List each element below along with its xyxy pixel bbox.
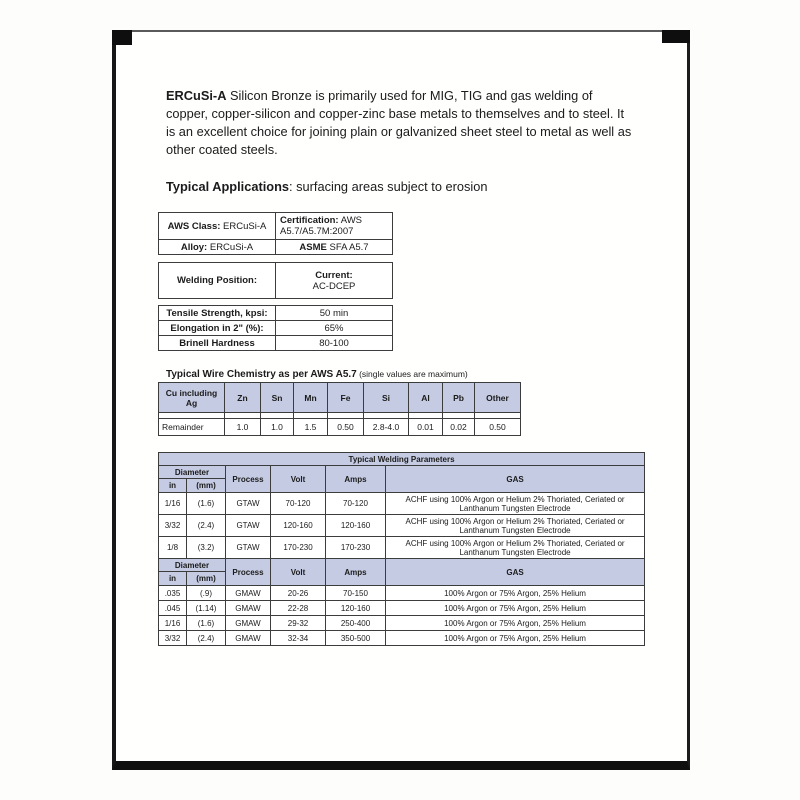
chem-header-cell: Cu including Ag xyxy=(159,383,225,413)
volt-cell: 120-160 xyxy=(271,515,326,537)
process-cell: GTAW xyxy=(226,537,271,559)
diameter-mm-cell: (2.4) xyxy=(187,631,226,646)
chem-header-cell: Mn xyxy=(294,383,328,413)
gas-cell: ACHF using 100% Argon or Helium 2% Thoriated, Ceriated or Lanthanum Tungsten Electrode xyxy=(386,515,645,537)
amps-cell: 120-160 xyxy=(326,515,386,537)
amps-cell: 250-400 xyxy=(326,616,386,631)
gas-header: GAS xyxy=(386,466,645,493)
process-cell: GMAW xyxy=(226,601,271,616)
diameter-mm-cell: (1.14) xyxy=(187,601,226,616)
diameter-in-cell: .045 xyxy=(159,601,187,616)
amps-cell: 350-500 xyxy=(326,631,386,646)
amps-cell: 170-230 xyxy=(326,537,386,559)
aws-class-cell xyxy=(159,213,276,240)
volt-cell: 29-32 xyxy=(271,616,326,631)
chem-value-cell: Remainder xyxy=(159,419,225,436)
amps-header: Amps xyxy=(326,466,386,493)
table-row xyxy=(159,631,645,646)
process-header: Process xyxy=(226,559,271,586)
current-label: Current: xyxy=(315,269,353,281)
applications-line xyxy=(166,179,634,194)
scan-corner-mark-right xyxy=(662,30,690,43)
volt-cell: 70-120 xyxy=(271,493,326,515)
process-cell: GMAW xyxy=(226,631,271,646)
chem-header-cell: Zn xyxy=(225,383,261,413)
gas-cell: 100% Argon or 75% Argon, 25% Helium xyxy=(386,616,645,631)
diameter-header: Diameter xyxy=(159,466,226,479)
current-value: AC-DCEP xyxy=(312,280,356,292)
chem-value-cell: 1.0 xyxy=(261,419,294,436)
scanned-page xyxy=(112,30,690,770)
chemistry-header-row xyxy=(159,383,521,413)
position-current-table xyxy=(158,262,393,299)
table-row xyxy=(159,601,645,616)
table-row xyxy=(159,240,393,255)
diameter-in-cell: 1/16 xyxy=(159,493,187,515)
chemistry-table xyxy=(158,382,521,436)
table-row xyxy=(159,336,393,351)
volt-header: Volt xyxy=(271,466,326,493)
chem-header-cell: Sn xyxy=(261,383,294,413)
table-row xyxy=(159,586,645,601)
diameter-mm-cell: (3.2) xyxy=(187,537,226,559)
chemistry-title-text: Typical Wire Chemistry as per AWS A5.7 xyxy=(166,369,357,380)
welding-position-label: Welding Position: xyxy=(176,275,258,286)
intro-paragraph xyxy=(166,87,634,159)
gas-cell: 100% Argon or 75% Argon, 25% Helium xyxy=(386,631,645,646)
chem-header-cell: Other xyxy=(475,383,521,413)
chem-value-cell: 0.02 xyxy=(443,419,475,436)
hardness-label: Brinell Hardness xyxy=(159,336,276,351)
chemistry-values-row xyxy=(159,419,521,436)
hardness-value: 80-100 xyxy=(276,336,393,351)
diameter-mm-cell: (1.6) xyxy=(187,493,226,515)
asme-cell xyxy=(276,240,393,255)
volt-cell: 32-34 xyxy=(271,631,326,646)
intro-text: Silicon Bronze is primarily used for MIG, TIG and gas welding of copper, copper-silicon and copper-zinc base metals to themselves and to steel. It is an excellent choice for joining plain or galvanized sheet steel to metal as well as other coated steels. xyxy=(166,88,632,157)
chem-value-cell: 2.8-4.0 xyxy=(364,419,409,436)
diameter-in-cell: 1/8 xyxy=(159,537,187,559)
mechanical-properties-table xyxy=(158,305,393,351)
tensile-value: 50 min xyxy=(276,306,393,321)
diameter-in-cell: 3/32 xyxy=(159,515,187,537)
gas-header: GAS xyxy=(386,559,645,586)
certification-cell xyxy=(276,213,393,240)
amps-cell: 70-150 xyxy=(326,586,386,601)
alloy-label: Alloy: xyxy=(180,241,208,253)
aws-class-value: ERCuSi-A xyxy=(220,220,267,232)
tensile-label: Tensile Strength, kpsi: xyxy=(159,306,276,321)
aws-class-label: AWS Class: xyxy=(167,220,221,232)
chemistry-title xyxy=(166,369,468,380)
chemistry-title-note: (single values are maximum) xyxy=(356,369,468,379)
diameter-header: Diameter xyxy=(159,559,226,572)
applications-text: : surfacing areas subject to erosion xyxy=(289,179,488,194)
mm-header: (mm) xyxy=(187,479,226,493)
in-header: in xyxy=(159,479,187,493)
asme-label: ASME xyxy=(299,241,327,253)
diameter-in-cell: .035 xyxy=(159,586,187,601)
volt-header: Volt xyxy=(271,559,326,586)
welding-parameters-table xyxy=(158,452,645,646)
amps-header: Amps xyxy=(326,559,386,586)
gmaw-header-row xyxy=(159,559,645,572)
process-cell: GMAW xyxy=(226,586,271,601)
diameter-mm-cell: (1.6) xyxy=(187,616,226,631)
welding-title: Typical Welding Parameters xyxy=(159,453,645,466)
gtaw-header-row xyxy=(159,466,645,479)
table-row xyxy=(159,493,645,515)
process-cell: GTAW xyxy=(226,515,271,537)
chem-value-cell: 0.50 xyxy=(328,419,364,436)
welding-position-cell xyxy=(159,263,276,299)
chem-header-cell: Si xyxy=(364,383,409,413)
diameter-in-cell: 1/16 xyxy=(159,616,187,631)
volt-cell: 22-28 xyxy=(271,601,326,616)
table-row xyxy=(159,263,393,299)
gas-cell: 100% Argon or 75% Argon, 25% Helium xyxy=(386,601,645,616)
chem-value-cell: 1.5 xyxy=(294,419,328,436)
table-row xyxy=(159,616,645,631)
process-cell: GTAW xyxy=(226,493,271,515)
diameter-mm-cell: (2.4) xyxy=(187,515,226,537)
chem-value-cell: 0.50 xyxy=(475,419,521,436)
table-row xyxy=(159,321,393,336)
amps-cell: 70-120 xyxy=(326,493,386,515)
chem-header-cell: Al xyxy=(409,383,443,413)
gas-cell: ACHF using 100% Argon or Helium 2% Thoriated, Ceriated or Lanthanum Tungsten Electrode xyxy=(386,493,645,515)
class-cert-table xyxy=(158,212,393,255)
elongation-label: Elongation in 2" (%): xyxy=(159,321,276,336)
applications-label: Typical Applications xyxy=(166,179,290,194)
amps-cell: 120-160 xyxy=(326,601,386,616)
mm-header: (mm) xyxy=(187,572,226,586)
current-cell xyxy=(276,263,393,299)
certification-value: AWS A5.7/A5.7M:2007 xyxy=(280,215,362,237)
table-row xyxy=(159,213,393,240)
scan-corner-mark-left xyxy=(112,30,132,45)
certification-label: Certification: xyxy=(280,215,339,226)
chem-value-cell: 1.0 xyxy=(225,419,261,436)
gas-cell: ACHF using 100% Argon or Helium 2% Thoriated, Ceriated or Lanthanum Tungsten Electrode xyxy=(386,537,645,559)
alloy-value: ERCuSi-A xyxy=(207,241,254,253)
table-row xyxy=(159,537,645,559)
volt-cell: 170-230 xyxy=(271,537,326,559)
product-name: ERCuSi-A xyxy=(166,88,227,103)
chem-value-cell: 0.01 xyxy=(409,419,443,436)
gas-cell: 100% Argon or 75% Argon, 25% Helium xyxy=(386,586,645,601)
chem-header-cell: Fe xyxy=(328,383,364,413)
diameter-mm-cell: (.9) xyxy=(187,586,226,601)
in-header: in xyxy=(159,572,187,586)
process-cell: GMAW xyxy=(226,616,271,631)
diameter-in-cell: 3/32 xyxy=(159,631,187,646)
asme-value: SFA A5.7 xyxy=(326,241,369,253)
table-row xyxy=(159,306,393,321)
chem-header-cell: Pb xyxy=(443,383,475,413)
welding-title-row xyxy=(159,453,645,466)
table-row xyxy=(159,515,645,537)
elongation-value: 65% xyxy=(276,321,393,336)
volt-cell: 20-26 xyxy=(271,586,326,601)
process-header: Process xyxy=(226,466,271,493)
alloy-cell xyxy=(159,240,276,255)
